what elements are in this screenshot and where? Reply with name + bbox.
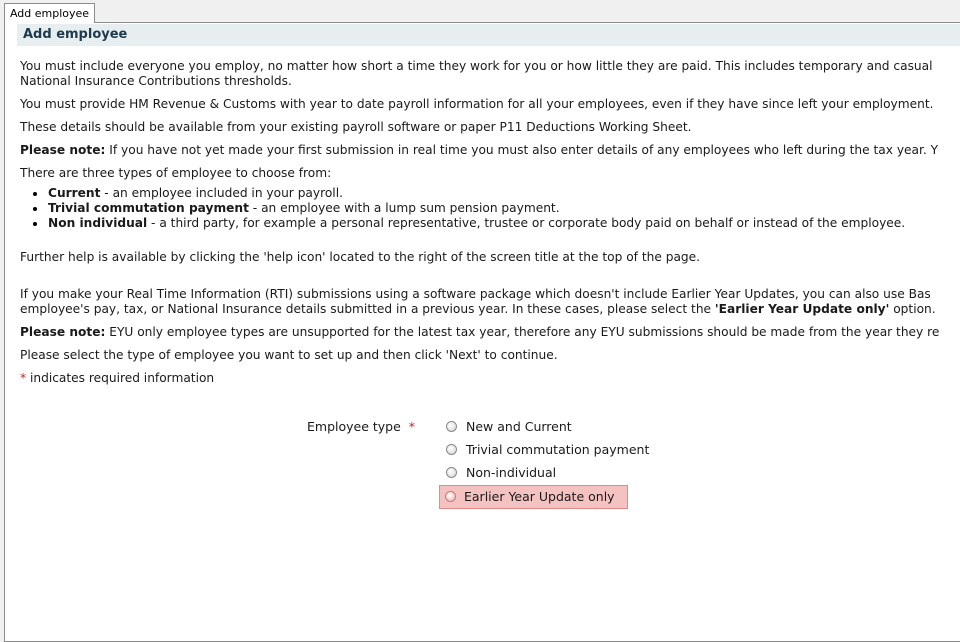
rti-line-2-text: employee's pay, tax, or National Insurance details submitted in a previous year. In these cases, please select the (20, 302, 715, 316)
intro-paragraph (20, 59, 933, 89)
radio-label[interactable]: Earlier Year Update only (464, 489, 615, 504)
rti-line-2-end: option. (889, 302, 936, 316)
details-paragraph: These details should be available from your existing payroll software or paper P11 Deductions Working Sheet. (20, 120, 692, 134)
note-paragraph-1 (20, 143, 938, 158)
radio-button-icon[interactable] (446, 467, 457, 478)
radio-button-icon[interactable] (445, 491, 456, 502)
rti-line-2 (20, 302, 936, 317)
note-label: Please note: (20, 143, 106, 157)
intro-line-2: National Insurance Contributions thresholds. (20, 74, 292, 88)
type-desc: - a third party, for example a personal representative, trustee or corporate body paid on behalf or instead of the employee. (147, 216, 906, 230)
type-name: Trivial commutation payment (48, 201, 249, 215)
note-paragraph-2 (20, 325, 939, 340)
bullet-icon (33, 207, 37, 211)
employee-type-label (307, 419, 415, 434)
required-marker: * (20, 371, 27, 385)
rti-paragraph (20, 287, 936, 317)
help-paragraph: Further help is available by clicking the 'help icon' located to the right of the screen title at the top of the page. (20, 250, 701, 264)
required-legend (20, 371, 214, 386)
list-item (20, 186, 905, 201)
list-item (20, 201, 905, 216)
type-desc: - an employee included in your payroll. (100, 186, 343, 200)
list-item (20, 216, 905, 231)
note-label: Please note: (20, 325, 106, 339)
radio-button-icon[interactable] (446, 421, 457, 432)
title-bar (17, 24, 960, 46)
types-intro: There are three types of employee to choose from: (20, 166, 332, 180)
page-title: Add employee (23, 27, 128, 42)
rti-eyu-label: 'Earlier Year Update only' (714, 302, 890, 316)
radio-label[interactable]: New and Current (466, 419, 572, 434)
employee-type-label-text: Employee type (307, 419, 401, 434)
radio-button-icon[interactable] (446, 444, 457, 455)
radio-label[interactable]: Non-individual (466, 465, 557, 480)
radio-earlier-year-update[interactable] (439, 485, 628, 509)
ytd-paragraph: You must provide HM Revenue & Customs with year to date payroll information for all your employees, even if they have since left your employment. (20, 97, 934, 111)
bullet-icon (33, 222, 37, 226)
employee-types-list (20, 186, 905, 231)
radio-label[interactable]: Trivial commutation payment (466, 442, 650, 457)
required-text: indicates required information (26, 371, 215, 385)
required-marker: * (408, 419, 416, 434)
bullet-icon (33, 192, 37, 196)
main-panel (4, 22, 960, 642)
tab-add-employee[interactable]: Add employee (4, 3, 95, 23)
type-name: Non individual (48, 216, 148, 230)
rti-line-1: If you make your Real Time Information (RTI) submissions using a software package which doesn't include Earlier Year Updates, you can also use Bas (20, 287, 931, 301)
type-name: Current (48, 186, 101, 200)
note-text: EYU only employee types are unsupported for the latest tax year, therefore any EYU submissions should be made from the year they re (105, 325, 940, 339)
select-instruction: Please select the type of employee you want to set up and then click 'Next' to continue. (20, 348, 558, 362)
intro-line-1: You must include everyone you employ, no matter how short a time they work for you or how little they are paid. This includes temporary and casual (20, 59, 933, 73)
note-text: If you have not yet made your first submission in real time you must also enter details of any employees who left during the tax year. Y (105, 143, 939, 157)
type-desc: - an employee with a lump sum pension payment. (248, 201, 560, 215)
